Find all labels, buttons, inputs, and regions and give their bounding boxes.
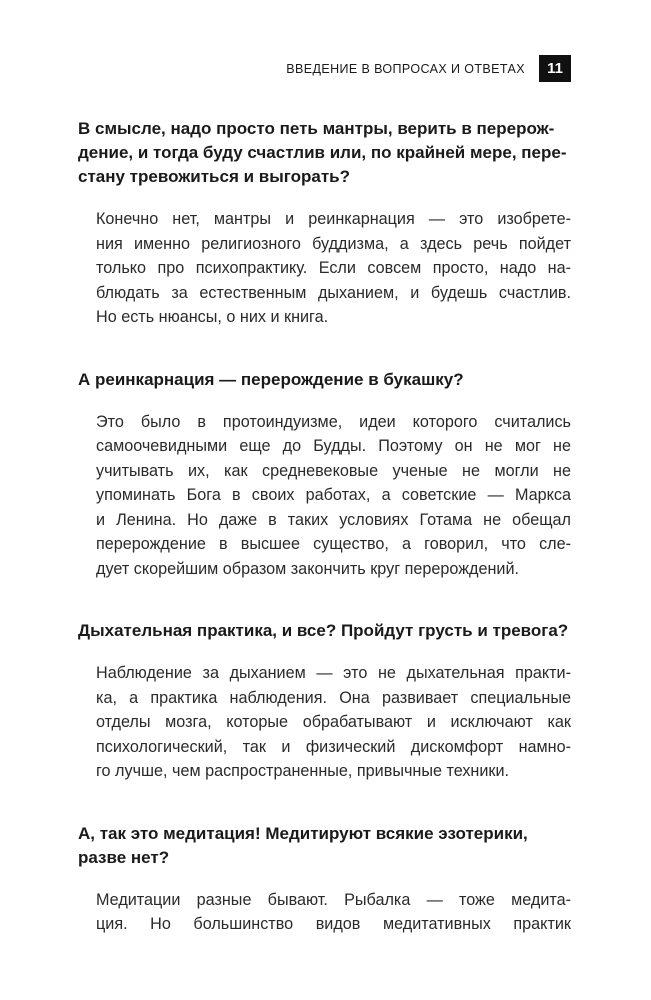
question-line: дение, и тогда буду счастлив или, по крайней мере, пере- [78,143,567,162]
qa-block [78,619,571,784]
running-title: ВВЕДЕНИЕ В ВОПРОСАХ И ОТВЕТАХ [286,61,525,76]
page-header [286,55,571,82]
page-number: 11 [539,55,571,82]
answer-line: ция. Но большинство видов медитативных практик [96,915,571,933]
question-line: Дыхательная практика, и все? Пройдут грусть и тревога? [78,621,569,640]
answer-line: Но есть нюансы, о них и книга. [96,308,329,326]
answer-line: Конечно нет, мантры и реинкарнация — это изобрете- [96,210,571,228]
question-line: А реинкарнация — перерождение в букашку? [78,369,464,389]
qa-block [78,368,571,582]
answer-line: перерождение в высшее существо, а говорил, что сле- [96,535,571,553]
question-line: А, так это медитация! Медитируют всякие эзотерики, [78,823,528,843]
answer-paragraph [96,410,571,582]
question-heading [78,368,571,392]
answer-line: Наблюдение за дыханием — это не дыхательная практи- [96,664,571,682]
qa-block [78,822,571,937]
answer-line: Медитации разные бывают. Рыбалка — тоже медита- [96,890,571,909]
answer-line: ния именно религиозного буддизма, а здесь речь пойдет [96,234,571,253]
question-heading [78,822,571,870]
answer-line: самоочевидными еще до Будды. Поэтому он не мог не [96,437,571,455]
answer-line: Это было в протоиндуизме, идеи которого считались [96,412,571,431]
page-body [78,117,571,937]
answer-paragraph [96,888,571,937]
qa-block [78,117,571,330]
answer-paragraph [96,207,571,330]
answer-line: ка, а практика наблюдения. Она развивает специальные [96,688,571,707]
answer-line: упоминать Бога в своих работах, а советские — Маркса [96,486,571,504]
answer-line: го лучше, чем распространенные, привычные техники. [96,762,510,780]
answer-line: только про психопрактику. Если совсем просто, надо на- [96,259,571,277]
question-line: В смысле, надо просто петь мантры, верить в перерож- [78,119,555,138]
answer-line: психологический, так и физический дискомфорт намно- [96,737,571,756]
answer-line: и Ленина. Но даже в таких условиях Готама не обещал [96,510,571,529]
answer-line: учитывать их, как средневековые ученые не могли не [96,461,571,480]
answer-line: дует скорейшим образом закончить круг перерождений. [96,559,520,578]
answer-paragraph [96,661,571,784]
answer-line: блюдать за естественным дыханием, и будешь счастлив. [96,283,571,302]
question-heading [78,619,571,643]
answer-line: отделы мозга, которые обрабатывают и исключают как [96,713,571,731]
question-line: стану тревожиться и выгорать? [78,167,350,186]
question-line: разве нет? [78,847,170,867]
question-heading [78,117,571,189]
